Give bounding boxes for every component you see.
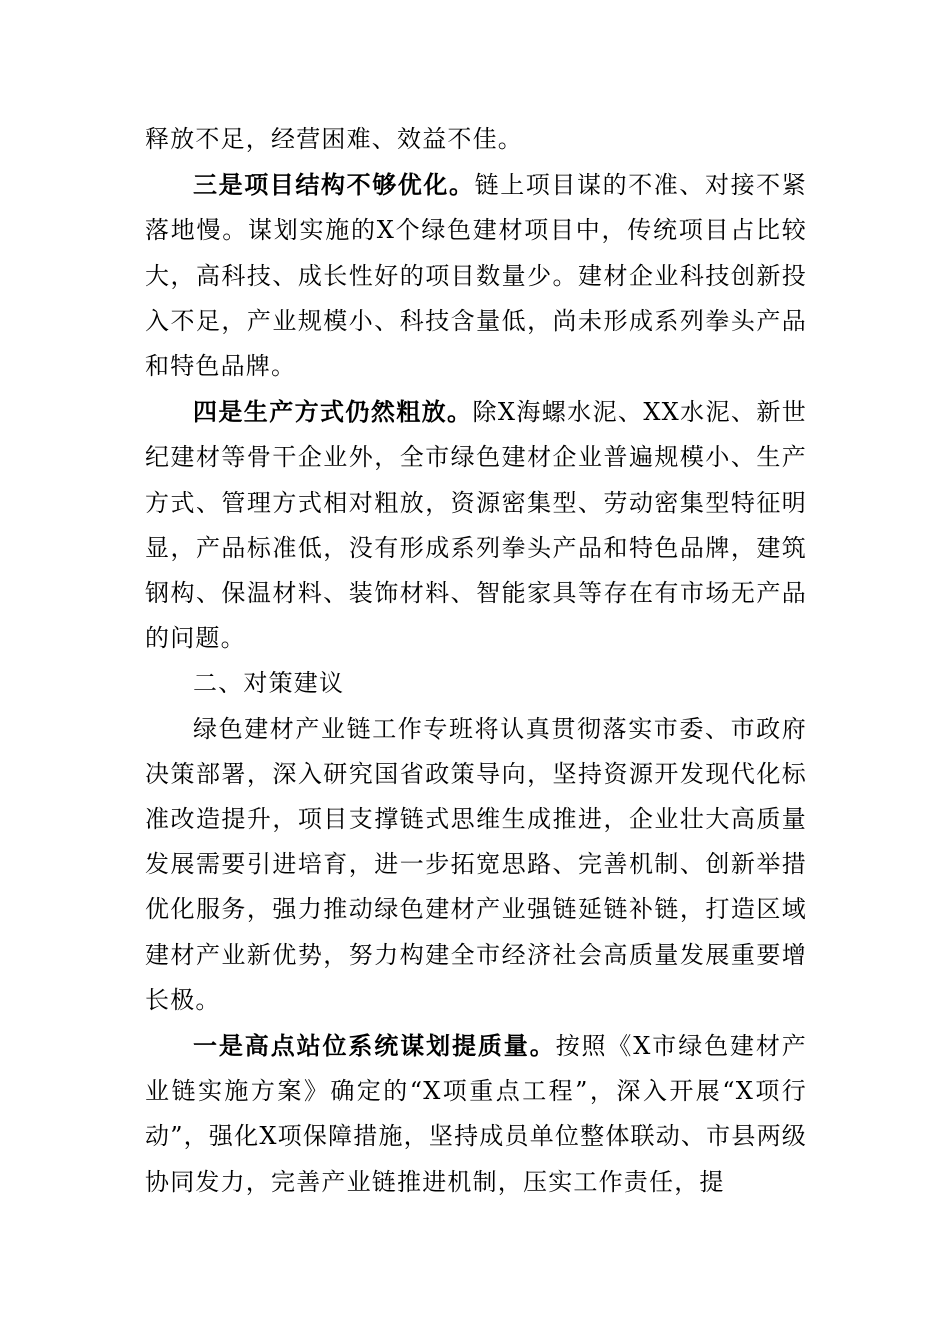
section-heading bbox=[145, 661, 807, 706]
paragraph-countermeasures-intro bbox=[145, 707, 807, 1023]
document-page bbox=[145, 117, 807, 1205]
paragraph-production-mode bbox=[145, 389, 807, 661]
paragraph-text: 释放不足，经营困难、效益不佳。 bbox=[145, 125, 523, 153]
paragraph-project-structure bbox=[145, 162, 807, 389]
paragraph-text: 除X海螺水泥、XX水泥、新世纪建材等骨干企业外，全市绿色建材企业普遍规模小、生产方式、管理方式相对粗放，资源密集型、劳动密集型特征明显，产品标准低，没有形成系列拳头产品和特色品牌，建筑钢构、保温材料、装饰材料、智能家具等存在有市场无产品的问题。 bbox=[145, 398, 807, 653]
paragraph-lead: 四是生产方式仍然粗放。 bbox=[193, 397, 473, 427]
paragraph-lead: 三是项目结构不够优化。 bbox=[193, 170, 475, 200]
paragraph-high-positioning bbox=[145, 1023, 807, 1205]
paragraph-text: 绿色建材产业链工作专班将认真贯彻落实市委、市政府决策部署，深入研究国省政策导向，坚持资源开发现代化标准改造提升，项目支撑链式思维生成推进，企业壮大高质量发展需要引进培育，进一步拓宽思路、完善机制、创新举措优化服务，强力推动绿色建材产业强链延链补链，打造区域建材产业新优势，努力构建全市经济社会高质量发展重要增长极。 bbox=[145, 714, 807, 1014]
paragraph-text: 按照《X市绿色建材产业链实施方案》确定的“X项重点工程”，深入开展“X项行动”，强化X项保障措施，坚持成员单位整体联动、市县两级协同发力，完善产业链推进机制，压实工作责任，提 bbox=[145, 1032, 807, 1196]
section-heading-text: 二、对策建议 bbox=[193, 669, 345, 698]
paragraph-lead: 一是高点站位系统谋划提质量。 bbox=[193, 1031, 556, 1061]
paragraph-continuation bbox=[145, 117, 807, 162]
paragraph-text: 链上项目谋的不准、对接不紧落地慢。谋划实施的X个绿色建材项目中，传统项目占比较大，高科技、成长性好的项目数量少。建材企业科技创新投入不足，产业规模小、科技含量低，尚未形成系列拳头产品和特色品牌。 bbox=[145, 171, 807, 381]
